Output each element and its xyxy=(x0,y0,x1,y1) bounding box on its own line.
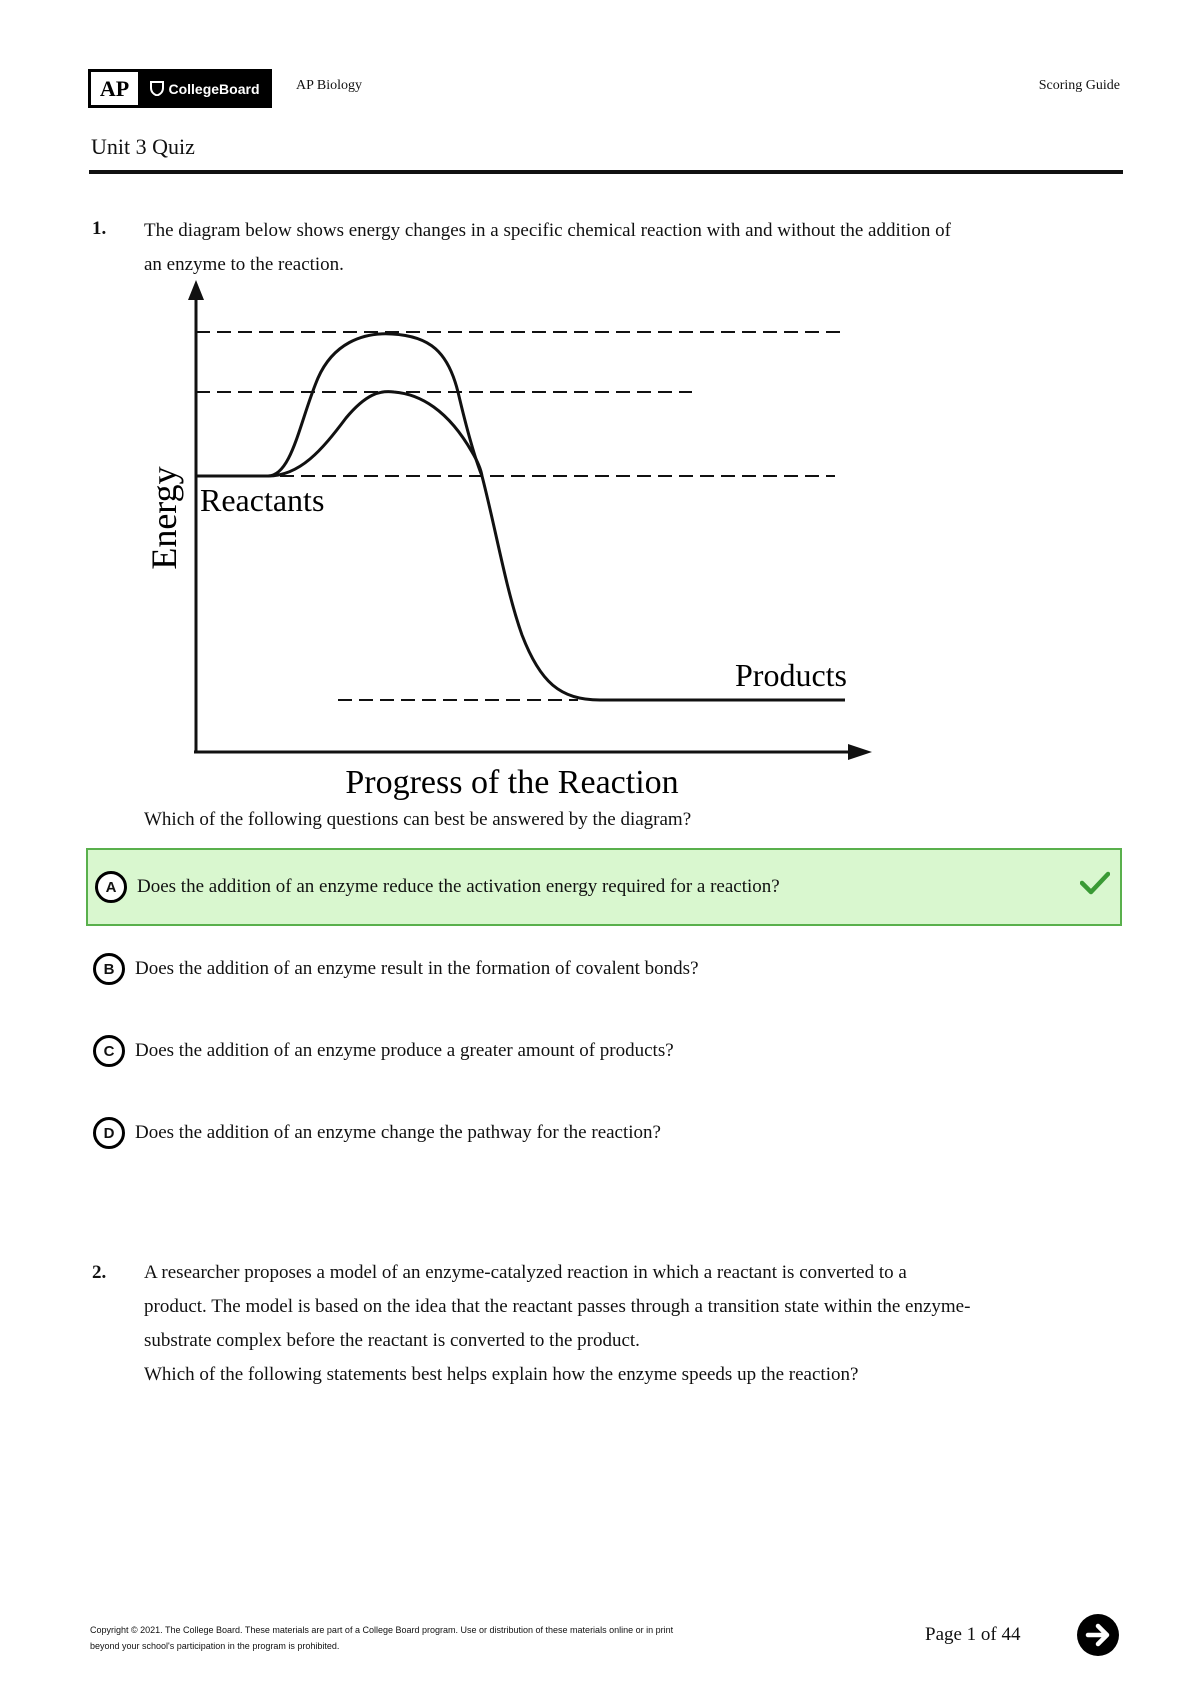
question-2-prompt: Which of the following statements best helps explain how the enzyme speeds up the reaction? xyxy=(144,1364,859,1385)
products-label: Products xyxy=(735,657,847,693)
option-d-letter: D xyxy=(93,1117,125,1149)
question-2-text xyxy=(144,1256,1124,1392)
copyright-notice xyxy=(90,1622,790,1654)
option-c-text: Does the addition of an enzyme produce a greater amount of products? xyxy=(135,1040,674,1061)
option-b[interactable] xyxy=(86,930,1122,1008)
option-a[interactable] xyxy=(86,848,1122,926)
y-axis-label: Energy xyxy=(144,466,184,570)
copyright-line-1: Copyright © 2021. The College Board. These materials are part of a College Board program. Use or distribution of these materials online or in print xyxy=(90,1625,674,1635)
option-b-text: Does the addition of an enzyme result in the formation of covalent bonds? xyxy=(135,958,699,979)
y-axis-arrow xyxy=(188,280,204,300)
option-a-text: Does the addition of an enzyme reduce the activation energy required for a reaction? xyxy=(137,876,780,897)
question-1-prompt: Which of the following questions can best be answered by the diagram? xyxy=(144,809,692,830)
question-2-line-1: A researcher proposes a model of an enzyme-catalyzed reaction in which a reactant is converted to a xyxy=(144,1262,907,1283)
energy-diagram xyxy=(140,276,880,806)
subject-name: AP Biology xyxy=(296,78,362,93)
option-a-letter: A xyxy=(95,871,127,903)
copyright-line-2: beyond your school's participation in the program is prohibited. xyxy=(90,1641,340,1651)
x-axis-arrow xyxy=(848,744,872,760)
option-b-letter: B xyxy=(93,953,125,985)
college-board-logo xyxy=(88,69,272,108)
option-d-text: Does the addition of an enzyme change the pathway for the reaction? xyxy=(135,1122,661,1143)
page-number: Page 1 of 44 xyxy=(925,1624,1021,1645)
x-axis-label: Progress of the Reaction xyxy=(345,764,679,801)
question-1-line-1: The diagram below shows energy changes in a specific chemical reaction with and without the addition of xyxy=(144,220,951,241)
question-1-text xyxy=(144,214,1124,282)
reactants-label: Reactants xyxy=(200,482,325,518)
page-title: Unit 3 Quiz xyxy=(91,134,195,159)
question-1-number: 1. xyxy=(92,218,107,239)
option-d[interactable] xyxy=(86,1094,1122,1172)
acorn-shield-icon xyxy=(150,81,164,96)
arrow-right-icon xyxy=(1084,1621,1112,1649)
checkmark-icon xyxy=(1080,870,1110,896)
next-page-button[interactable] xyxy=(1077,1614,1119,1656)
question-2-number: 2. xyxy=(92,1262,107,1283)
question-1-line-2: an enzyme to the reaction. xyxy=(144,254,344,275)
college-board-name: CollegeBoard xyxy=(168,80,260,97)
option-c[interactable] xyxy=(86,1012,1122,1090)
title-divider xyxy=(89,170,1123,174)
option-c-letter: C xyxy=(93,1035,125,1067)
question-2-line-2: product. The model is based on the idea that the reactant passes through a transition state within the enzyme- xyxy=(144,1296,971,1317)
document-type: Scoring Guide xyxy=(1038,78,1120,93)
question-2-line-3: substrate complex before the reactant is converted to the product. xyxy=(144,1330,640,1351)
college-board-wordmark xyxy=(141,72,269,105)
catalyzed-curve xyxy=(268,392,482,476)
ap-logo-text: AP xyxy=(91,72,141,105)
uncatalyzed-curve xyxy=(196,334,482,476)
